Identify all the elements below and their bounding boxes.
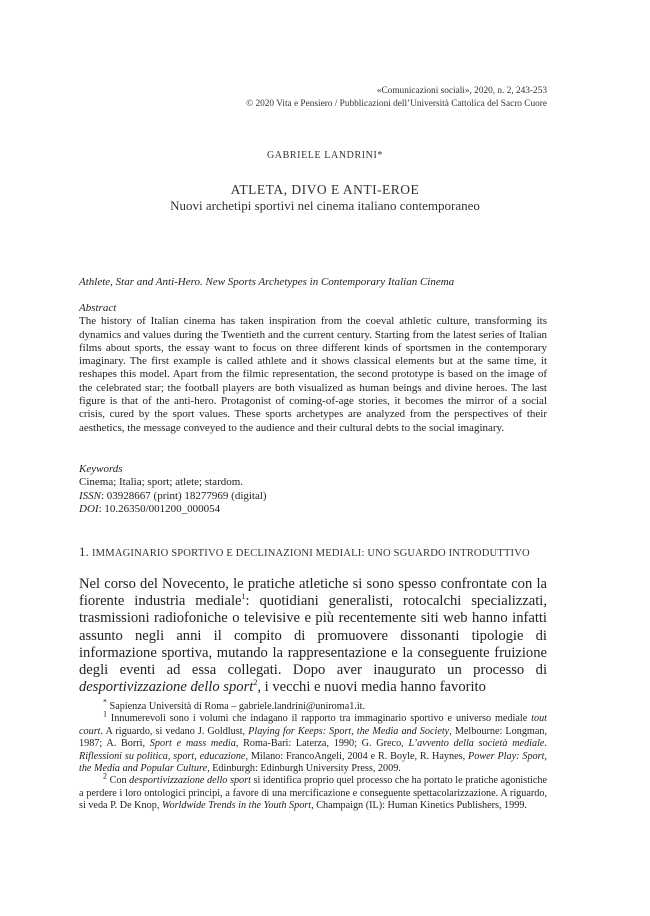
english-title: Athlete, Star and Anti-Hero. New Sports Archetypes in Contemporary Italian Cinema [79, 276, 455, 288]
footnote-2-text: Con [107, 775, 130, 787]
journal-citation: «Comunicazioni sociali», 2020, n. 2, 243-253 [376, 86, 547, 96]
footnote-1 [79, 710, 548, 775]
keywords-section [79, 463, 267, 516]
footnote-ref-2[interactable]: 2 [253, 678, 258, 688]
footnote-2 [79, 772, 548, 812]
footnote-1-italic: tout court [79, 713, 547, 737]
keywords-text: Cinema; Italia; sport; atlete; stardom. [79, 476, 244, 489]
issn-row [79, 490, 267, 503]
footnote-star-text: Sapienza Università di Roma – gabriele.landrini@uniroma1.it. [107, 701, 366, 712]
issn-value: : 03928667 (print) 18277969 (digital) [101, 489, 267, 502]
footnote-2-text: si identifica proprio quel processo che ha portato le pratiche agonistiche a perdere i loro ontologici principi, a favore di una mercificazione e conseguente spettacolarizzazione. A riguardo, si veda P. De Knop, [79, 775, 548, 812]
keywords-label: Keywords [79, 463, 123, 475]
author-name: GABRIELE LANDRINI* [266, 150, 384, 161]
footnote-1-mark: 1 [103, 710, 107, 720]
body-italic-term: desportivizzazione dello sport [79, 679, 254, 696]
footnote-ref-1[interactable]: 1 [241, 592, 246, 602]
title-block [0, 181, 650, 214]
footnote-1-text: , Milano: FrancoAngeli, 2004 e R. Boyle, R. Haynes, [245, 750, 468, 762]
issn-label: ISSN [79, 489, 101, 502]
doi-label: DOI [79, 502, 99, 515]
footnotes [79, 697, 548, 813]
footnote-star-mark: * [103, 697, 107, 707]
footnote-2-mark: 2 [103, 772, 107, 782]
footnote-1-book-title: Playing for Keeps: Sport, the Media and Society [248, 725, 450, 737]
body-text-1: Nel corso del Novecento, le pratiche atletiche si sono spesso confrontate con la fiorente industria mediale [79, 576, 547, 610]
section-heading [79, 544, 530, 560]
footnote-1-text: , Edinburgh: Edinburgh University Press, 2009. [207, 763, 401, 775]
abstract-label: Abstract [79, 302, 117, 314]
section-title: IMMAGINARIO SPORTIVO E DECLINAZIONI MEDIALI: UNO SGUARDO INTRODUTTIVO [92, 548, 530, 559]
doi-row [79, 503, 267, 516]
body-text-2: : quotidiani generalisti, rotocalchi specializzati, trasmissioni radiofoniche o televisive e più recentemente siti web hanno infatti assunto negli anni il compito di promuovere dissonanti tipologie di informazione sportiva, mutando la rappresentazione e la conseguente fruizione degli eventi ad essa collegati. Dopo aver inaugurato un processo di [79, 593, 547, 679]
abstract-text: The history of Italian cinema has taken inspiration from the coeval athletic culture, transforming its dynamics and values during the Twentieth and the current century. Starting from the latest series of Italian films about sports, the essay want to focus on three different kinds of sportsmen in the contemporary imaginary. The first example is called athlete and it shows classical elements but at the same time, it reshapes this model. Apart from the filmic representation, the second prototype is based on the image of the celebrated star; the football players are both visualized as human beings and divine heroes. The last figure is that of the anti-hero. Protagonist of coming-of-age stories, it becomes the mirror of a social crisis, cured by the sport values. These sports archetypes are analyzed from the perspectives of their aesthetics, the message conveyed to the audience and their cultural debts to the social imaginary. [79, 315, 547, 434]
footnote-1-text: , Melbourne: Longman, 1987; A. Borri, [79, 725, 548, 750]
footnote-2-text: , Champaign (IL): Human Kinetics Publishers, 1999. [311, 800, 527, 812]
footnote-star [79, 697, 547, 713]
copyright-line: © 2020 Vita e Pensiero / Pubblicazioni dell’Università Cattolica del Sacro Cuore [246, 98, 547, 109]
footnote-2-italic: desportivizzazione dello sport [129, 775, 251, 787]
footnote-1-book-title: Sport e mass media [149, 738, 236, 750]
footnote-1-text: , Roma-Bari: Laterza, 1990; G. Greco, [235, 738, 409, 750]
section-number: 1. [79, 544, 89, 559]
footnote-1-text: Innumerevoli sono i volumi che indagano il rapporto tra immaginario sportivo e universo mediale [107, 713, 532, 725]
footnote-1-text: . A riguardo, si vedano J. Goldlust, [100, 725, 249, 737]
abstract-section [79, 302, 547, 435]
body-paragraph [79, 576, 547, 696]
article-title: ATLETA, DIVO E ANTI-EROE [230, 182, 420, 197]
doi-value: : 10.26350/001200_000054 [98, 502, 221, 515]
body-text-3: , i vecchi e nuovi media hanno favorito [257, 679, 486, 696]
footnote-1-book-title: Power Play: Sport, the Media and Popular Culture [79, 750, 547, 775]
footnote-2-book-title: Worldwide Trends in the Youth Sport [161, 800, 312, 812]
footnote-1-book-title: L’avvento della società mediale. Riflessioni su politica, sport, educazione [79, 738, 547, 762]
journal-header [246, 85, 547, 110]
article-subtitle: Nuovi archetipi sportivi nel cinema italiano contemporaneo [170, 198, 480, 213]
